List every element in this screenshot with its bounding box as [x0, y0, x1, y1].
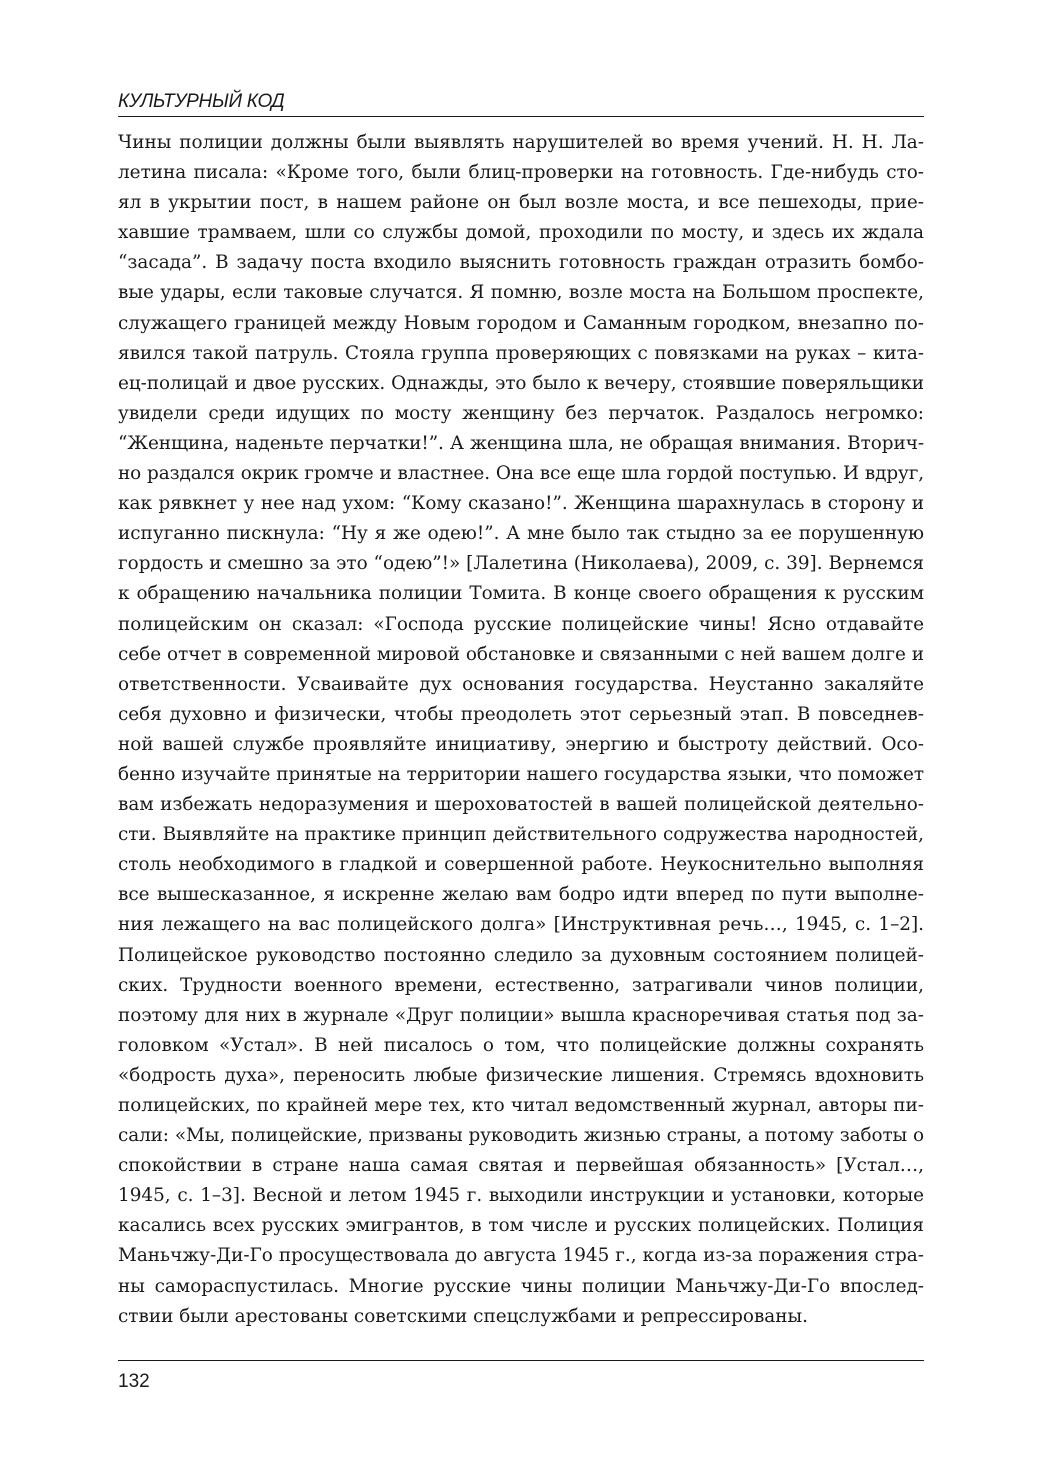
text-line: летина писала: «Кроме того, были блиц-проверки на готовность. Где-нибудь сто-: [118, 162, 924, 184]
text-line: гордость и смешно за это “одею”!» [Лалетина (Николаева), 2009, с. 39]. Вернемся: [118, 553, 924, 575]
text-line: все вышесказанное, я искренне желаю вам бодро идти вперед по пути выполне-: [118, 884, 924, 906]
text-line: служащего границей между Новым городом и Саманным городком, внезапно по-: [118, 312, 924, 334]
footer-rule: [118, 1360, 924, 1361]
text-line: сали: «Мы, полицейские, призваны руководить жизнью страны, а потому заботы о: [118, 1125, 924, 1147]
text-line: бенно изучайте принятые на территории нашего государства языки, что поможет: [118, 763, 924, 785]
text-line: ны самораспустилась. Многие русские чины полиции Маньчжу-Ди-Го впослед-: [118, 1275, 924, 1297]
text-line: увидели среди идущих по мосту женщину без перчаток. Раздалось негромко:: [118, 402, 924, 424]
text-line: испуганно пискнула: “Ну я же одею!”. А мне было так стыдно за ее порушенную: [118, 523, 924, 545]
text-line: “Женщина, наденьте перчатки!”. А женщина шла, не обращая внимания. Вторич-: [118, 432, 924, 454]
text-line: “засада”. В задачу поста входило выяснить готовность граждан отразить бомбо-: [118, 252, 924, 274]
text-line: ния лежащего на вас полицейского долга» [Инструктивная речь…, 1945, с. 1–2].: [118, 914, 924, 936]
text-line: ной вашей службе проявляйте инициативу, энергию и быстроту действий. Осо-: [118, 733, 924, 755]
text-line: к обращению начальника полиции Томита. В конце своего обращения к русским: [118, 583, 924, 605]
text-line: «бодрость духа», переносить любые физические лишения. Стремясь вдохновить: [118, 1064, 924, 1086]
text-line: хавшие трамваем, шли со службы домой, проходили по мосту, и здесь их ждала: [118, 222, 924, 244]
text-line: себе отчет в современной мировой обстановке и связанными с ней вашем долге и: [118, 643, 924, 665]
text-line: полицейским он сказал: «Господа русские полицейские чины! Ясно отдавайте: [118, 613, 924, 635]
header-rule: [118, 116, 924, 117]
text-line: явился такой патруль. Стояла группа проверяющих с повязками на руках – кита-: [118, 342, 924, 364]
running-title: КУЛЬТУРНЫЙ КОД: [118, 91, 285, 112]
text-line: головком «Устал». В ней писалось о том, что полицейские должны сохранять: [118, 1034, 924, 1056]
text-line: но раздался окрик громче и властнее. Она все еще шла гордой поступью. И вдруг,: [118, 463, 924, 485]
text-line: Маньчжу-Ди-Го просуществовала до августа 1945 г., когда из-за поражения стра-: [118, 1245, 924, 1267]
text-line: спокойствии в стране наша самая святая и первейшая обязанность» [Устал…,: [118, 1155, 924, 1177]
page-number: 132: [118, 1371, 150, 1392]
text-line: поэтому для них в журнале «Друг полиции» вышла красноречивая статья под за-: [118, 1004, 924, 1026]
text-line: касались всех русских эмигрантов, в том числе и русских полицейских. Полиция: [118, 1215, 924, 1237]
text-line: вые удары, если таковые случатся. Я помню, возле моста на Большом проспекте,: [118, 282, 924, 304]
text-line: столь необходимого в гладкой и совершенной работе. Неукоснительно выполняя: [118, 854, 924, 876]
text-line: ец-полицай и двое русских. Однажды, это было к вечеру, стоявшие поверяльщики: [118, 372, 924, 394]
text-line: 1945, с. 1–3]. Весной и летом 1945 г. выходили инструкции и установки, которые: [118, 1185, 924, 1207]
text-line: полицейских, по крайней мере тех, кто читал ведомственный журнал, авторы пи-: [118, 1095, 924, 1116]
text-line: себя духовно и физически, чтобы преодолеть этот серьезный этап. В повседнев-: [118, 703, 924, 725]
text-line: Чины полиции должны были выявлять нарушителей во время учений. Н. Н. Ла-: [118, 132, 924, 153]
text-line: ответственности. Усваивайте дух основания государства. Неустанно закаляйте: [118, 673, 924, 695]
text-line: Полицейское руководство постоянно следило за духовным состоянием полицей-: [118, 944, 924, 966]
text-line: ствии были арестованы советскими спецслужбами и репрессированы.: [118, 1305, 809, 1327]
text-line: как рявкнет у нее над ухом: “Кому сказано!”. Женщина шарахнулась в сторону и: [118, 493, 924, 515]
body-text: [118, 128, 924, 1332]
text-line: вам избежать недоразумения и шероховатостей в вашей полицейской деятельно-: [118, 794, 924, 816]
text-line: сти. Выявляйте на практике принцип действительного содружества народностей,: [118, 824, 924, 846]
text-line: ял в укрытии пост, в нашем районе он был возле моста, и все пешеходы, прие-: [118, 192, 924, 214]
text-line: ских. Трудности военного времени, естественно, затрагивали чинов полиции,: [118, 974, 924, 996]
